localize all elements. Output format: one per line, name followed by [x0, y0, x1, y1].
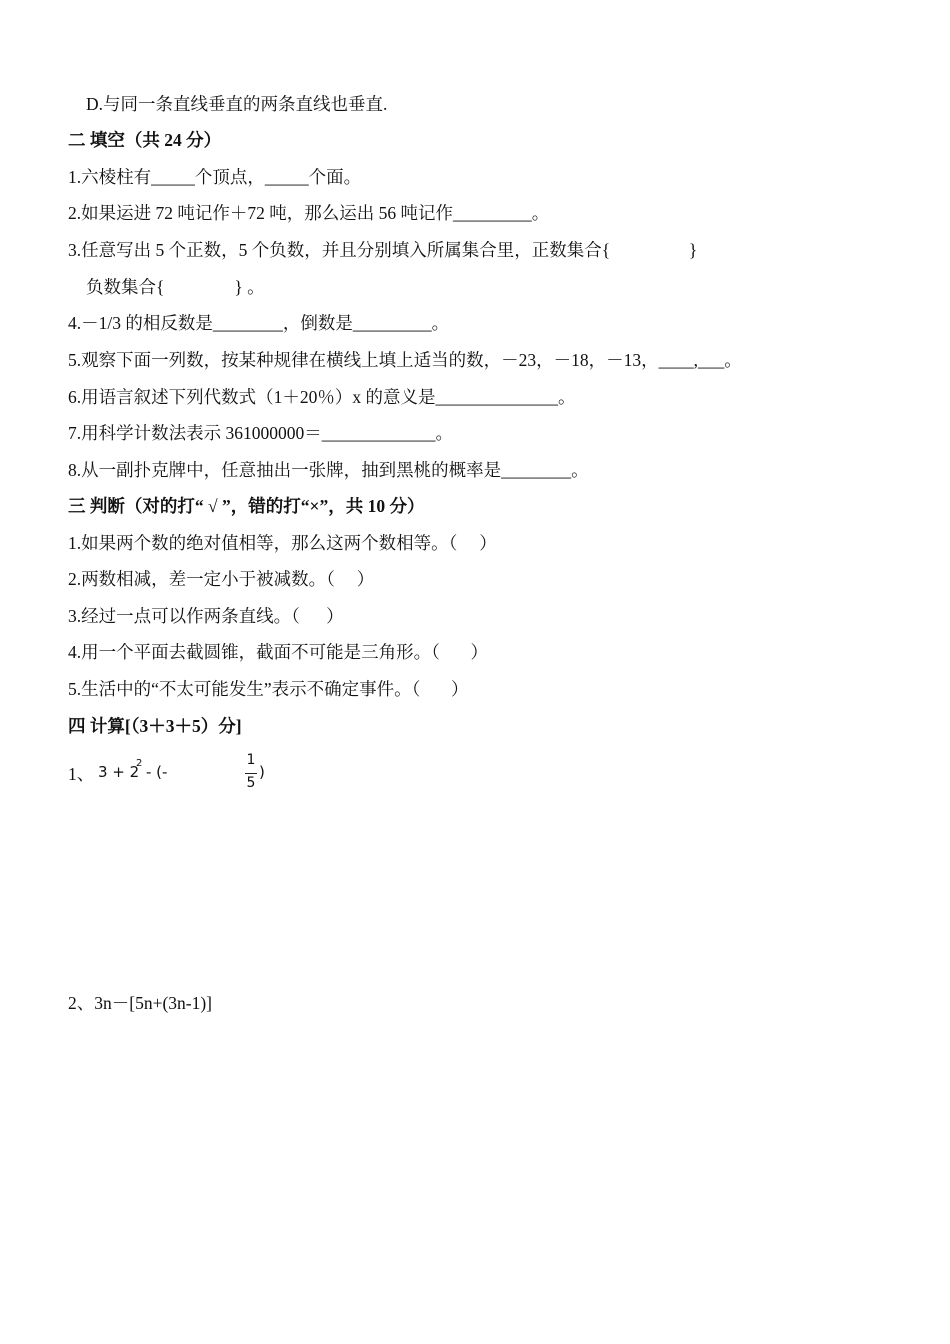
calc-1-close-paren: ) — [259, 763, 265, 781]
fill-question-5-text: 5.观察下面一列数，按某种规律在横线上填上适当的数，－23，－18，－13， — [68, 350, 659, 370]
fill-question-3: 3.任意写出 5 个正数，5 个负数，并且分别填入所属集合里，正数集合{ } — [68, 240, 698, 260]
fill-question-6: 6.用语言叙述下列代数式（1＋20％）x 的意义是______________。 — [68, 387, 576, 407]
section-3-heading: 三 判断（对的打“ √ ”，错的打“×”，共 10 分） — [68, 496, 425, 516]
judge-question-3: 3.经过一点可以作两条直线。（ ） — [68, 606, 344, 626]
fill-question-1: 1.六棱柱有_____个顶点，_____个面。 — [68, 167, 362, 187]
calc-question-2: 2、3n－[5n+(3n-1)] — [68, 993, 213, 1013]
judge-question-4: 4.用一个平面去截圆锥，截面不可能是三角形。（ ） — [68, 642, 488, 662]
fill-question-3-negative-set: 负数集合{ } 。 — [86, 277, 265, 297]
fill-question-5-end: 。 — [724, 350, 742, 370]
fill-question-7: 7.用科学计数法表示 361000000＝_____________。 — [68, 423, 453, 443]
fraction-bar — [245, 773, 257, 774]
fraction-numerator: 1 — [246, 752, 256, 768]
judge-question-2: 2.两数相减，差一定小于被减数。（ ） — [68, 569, 375, 589]
judge-question-5: 5.生活中的“不太可能发生”表示不确定事件。（ ） — [68, 679, 469, 699]
calc-1-expression: 3 + 2 — [98, 763, 140, 781]
fill-question-5-blanks: ____,___ — [658, 350, 725, 370]
calc-1-exponent: 2 — [136, 758, 143, 769]
section-4-heading: 四 计算[（3＋3＋5）分] — [68, 716, 242, 736]
fill-question-4: 4.－1/3 的相反数是________，倒数是_________。 — [68, 313, 450, 333]
calc-1-minus-paren: - (- — [146, 763, 168, 781]
fill-question-8: 8.从一副扑克牌中，任意抽出一张牌，抽到黑桃的概率是________。 — [68, 460, 589, 480]
fill-question-2: 2.如果运进 72 吨记作＋72 吨，那么运出 56 吨记作_________。 — [68, 203, 550, 223]
fraction-denominator: 5 — [246, 775, 256, 791]
option-d-text: D.与同一条直线垂直的两条直线也垂直. — [86, 94, 388, 114]
calc-1-fraction — [244, 752, 258, 832]
fill-question-5 — [68, 348, 742, 372]
section-2-heading: 二 填空（共 24 分） — [68, 130, 222, 150]
calc-1-label: 1、 — [68, 764, 95, 784]
judge-question-1: 1.如果两个数的绝对值相等，那么这两个数相等。（ ） — [68, 533, 497, 553]
